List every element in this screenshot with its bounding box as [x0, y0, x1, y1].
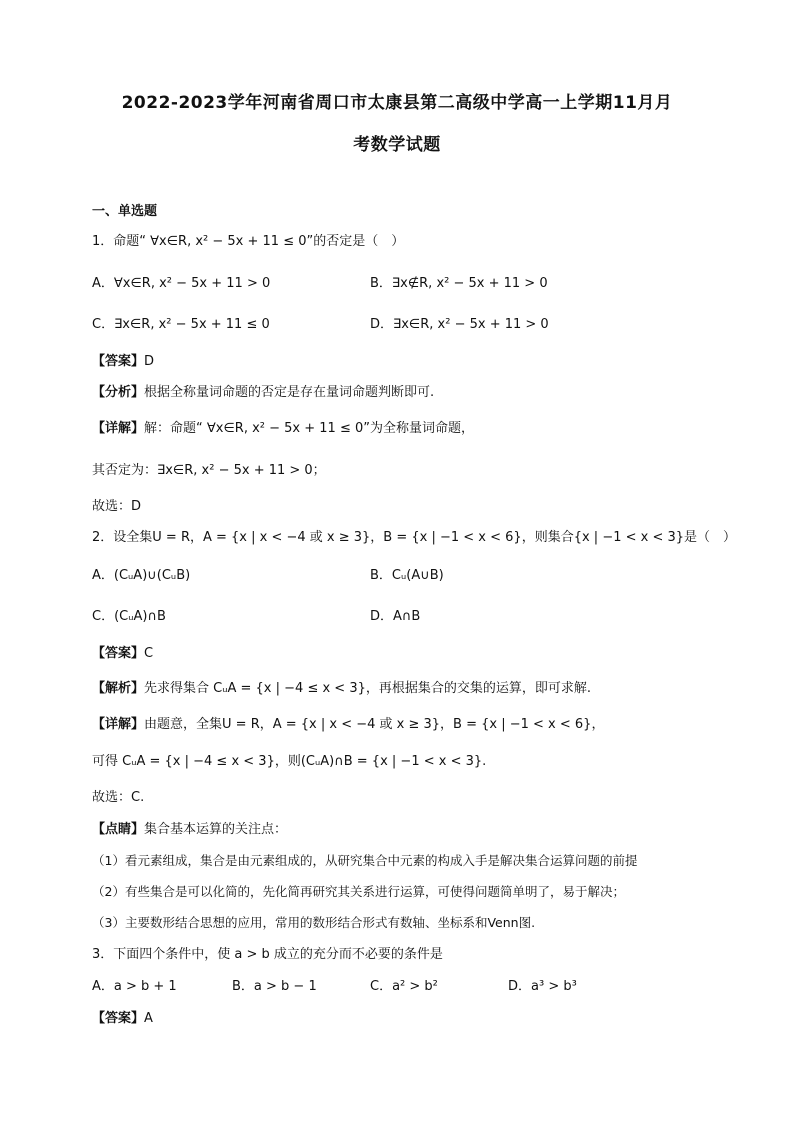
- q3-option-c: C．a² > b²: [370, 979, 438, 994]
- q1-analysis-text: 根据全称量词命题的否定是存在量词命题判断即可.: [144, 385, 435, 400]
- q1-answer-tag: 【答案】: [92, 354, 145, 369]
- q1-detail-2: 其否定为：∃x∈R, x² − 5x + 11 > 0；: [92, 463, 326, 478]
- q1-answer: [92, 352, 154, 372]
- q1-option-d: D．∃x∈R, x² − 5x + 11 > 0: [370, 317, 549, 332]
- q1-stem: 1．命题“ ∀x∈R, x² − 5x + 11 ≤ 0”的否定是（ ）: [92, 234, 405, 249]
- q3-answer-tag: 【答案】: [92, 1011, 145, 1026]
- q3-answer: [92, 1009, 153, 1029]
- q2-detail: [92, 715, 604, 735]
- q2-tip-1: （1）看元素组成，集合是由元素组成的，从研究集合中元素的构成入手是解决集合运算问题的前提: [92, 853, 638, 868]
- q2-detail-tag: 【详解】: [92, 717, 145, 732]
- q2-analysis-tag: 【解析】: [92, 681, 145, 696]
- q2-tip-2: （2）有些集合是可以化简的，先化简再研究其关系进行运算，可使得问题简单明了，易于解决；: [92, 884, 625, 899]
- q3-stem: 3．下面四个条件中，使 a > b 成立的充分而不必要的条件是: [92, 947, 443, 962]
- q3-answer-value: A: [144, 1011, 153, 1026]
- q2-stem: 2．设全集U = R，A = {x | x < −4 或 x ≥ 3}，B = {x | −1 < x < 6}，则集合{x | −1 < x < 3}是（ ）: [92, 530, 737, 545]
- q1-detail-tag: 【详解】: [92, 421, 145, 436]
- q2-option-b: B．Cᵤ(A∪B): [370, 568, 444, 583]
- q3-option-b: B．a > b − 1: [232, 979, 317, 994]
- section-heading: 一、单选题: [92, 204, 158, 219]
- q1-detail: [92, 419, 474, 439]
- q2-choice: 故选：C.: [92, 790, 145, 805]
- q2-tip-tag: 【点睛】: [92, 822, 145, 837]
- q2-tip: [92, 820, 287, 840]
- q1-detail-text: 解：命题“ ∀x∈R, x² − 5x + 11 ≤ 0”为全称量词命题，: [144, 421, 474, 436]
- q1-choice: 故选：D: [92, 499, 142, 514]
- q2-detail-2: 可得 CᵤA = {x | −4 ≤ x < 3}，则(CᵤA)∩B = {x | −1 < x < 3}.: [92, 754, 487, 769]
- q2-option-a: A．(CᵤA)∪(CᵤB): [92, 568, 191, 583]
- q2-analysis-text: 先求得集合 CᵤA = {x | −4 ≤ x < 3}，再根据集合的交集的运算，即可求解.: [144, 681, 591, 696]
- q2-analysis: [92, 679, 591, 699]
- q1-option-b: B．∃x∉R, x² − 5x + 11 > 0: [370, 276, 548, 291]
- q1-option-c: C．∃x∈R, x² − 5x + 11 ≤ 0: [92, 317, 270, 332]
- q2-option-c: C．(CᵤA)∩B: [92, 609, 166, 624]
- doc-title-line1: 2022-2023学年河南省周口市太康县第二高级中学高一上学期11月月: [121, 93, 673, 113]
- q2-answer-value: C: [144, 646, 154, 661]
- q1-answer-value: D: [144, 354, 155, 369]
- q2-tip-3: （3）主要数形结合思想的应用，常用的数形结合形式有数轴、坐标系和Venn图.: [92, 915, 536, 930]
- doc-title-line2: 考数学试题: [353, 135, 441, 155]
- q1-analysis-tag: 【分析】: [92, 385, 145, 400]
- q2-answer: [92, 644, 153, 664]
- q2-detail-text: 由题意，全集U = R，A = {x | x < −4 或 x ≥ 3}，B = {x | −1 < x < 6}，: [144, 717, 605, 732]
- q2-option-d: D．A∩B: [370, 609, 421, 624]
- q2-answer-tag: 【答案】: [92, 646, 145, 661]
- q2-tip-text: 集合基本运算的关注点：: [144, 822, 288, 837]
- q1-option-a: A．∀x∈R, x² − 5x + 11 > 0: [92, 276, 271, 291]
- q3-option-a: A．a > b + 1: [92, 979, 177, 994]
- q1-analysis: [92, 383, 434, 403]
- q3-option-d: D．a³ > b³: [508, 979, 577, 994]
